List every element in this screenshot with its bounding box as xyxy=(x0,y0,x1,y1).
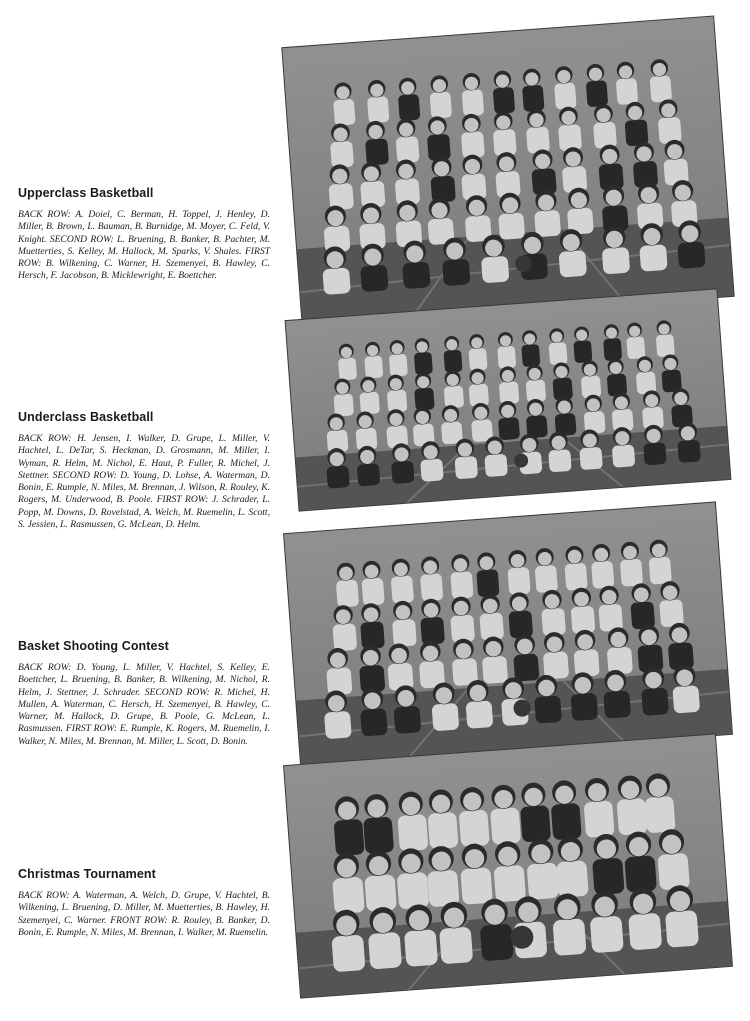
section-caption: BACK ROW: H. Jensen, I. Walker, D. Grupe, L. Miller, V. Hachtel, L. DeTar, S. Heckman, D. Grosmann, M. Miller, I. Wyman, R. Helm, M. Nichol, E. Haut, P. Fuller, R. Michel, J. Stettner. SECOND ROW: D. Young, D. Lohse, A. Waterman, D. Bonin, E. Rumple, N. Miles, M. Brennan, J. Wilson, R. Rouley, K. Rogers, M. Underwood, B. Poole. FIRST ROW: J. Schrader, L. Popp, M. Downs, D. Rovelstad, A. Welch, M. Ruemelin, L. Scott, S. Jessien, L. Rasmussen, G. McLean, D. Helm. xyxy=(18,433,270,531)
photo-basket-shooting-contest xyxy=(284,502,732,765)
section-caption: BACK ROW: A. Doiel, C. Berman, H. Toppel, J. Henley, D. Miller, B. Brown, L. Bauman, B. Burnidge, M. Moyer, C. Feld, V. Knight. SECOND ROW: L. Bruening, B. Banker, B. Pachter, M. Muetterties, S. Kelley, M. Hallock, M. Sparks, V. Shales. FIRST ROW: B. Wilkening, C. Warner, H. Szemenyei, B. Hawley, C. Hersch, F. Jacobson, B. Micklewright, E. Boettcher. xyxy=(18,209,270,282)
photo-underclass-basketball xyxy=(286,289,731,510)
caption-upperclass-basketball xyxy=(18,186,270,283)
section-title: Christmas Tournament xyxy=(18,867,156,881)
team-photo-image xyxy=(286,289,731,510)
team-photo-image xyxy=(284,502,732,765)
section-title: Basket Shooting Contest xyxy=(18,639,169,653)
section-caption: BACK ROW: D. Young, L. Miller, V. Hachtel, S. Kelley, E. Boettcher, L. Bruening, B. Banker, B. Wilkening, M. Nichol, R. Helm, J. Stettner, J. Schrader. SECOND ROW: R. Michel, H. Mullen, A. Waterman, C. Hersch, H. Szemenyei, B. Hawley, C. Warner, M. Hallock, D. Grupe, B. Poole, G. McLean, L. Rasmussen. FIRST ROW: E. Rumple, K. Rogers, M. Ruemelin, I. Walker, N. Miles, M. Brennan, M. Miller, L. Scott, D. Bonin. xyxy=(18,662,270,747)
section-title: Upperclass Basketball xyxy=(18,186,154,200)
photo-christmas-tournament xyxy=(284,734,732,997)
team-photo-image xyxy=(284,734,732,997)
caption-underclass-basketball xyxy=(18,410,270,531)
section-caption: BACK ROW: A. Waterman, A. Welch, D. Grupe, V. Hachtel, B. Wilkening, L. Bruening, D. Miller, M. Muetterties, B. Hawley, H. Szemenyei, C. Warner. FRONT ROW: R. Rouley, B. Banker, D. Bonin, E. Rumple, N. Miles, M. Brennan, I. Walker, M. Ruemelin. xyxy=(18,890,270,938)
caption-christmas-tournament xyxy=(18,867,270,939)
team-photo-image xyxy=(282,17,733,328)
photo-upperclass-basketball xyxy=(282,17,733,328)
section-title: Underclass Basketball xyxy=(18,410,154,424)
caption-basket-shooting-contest xyxy=(18,639,270,748)
